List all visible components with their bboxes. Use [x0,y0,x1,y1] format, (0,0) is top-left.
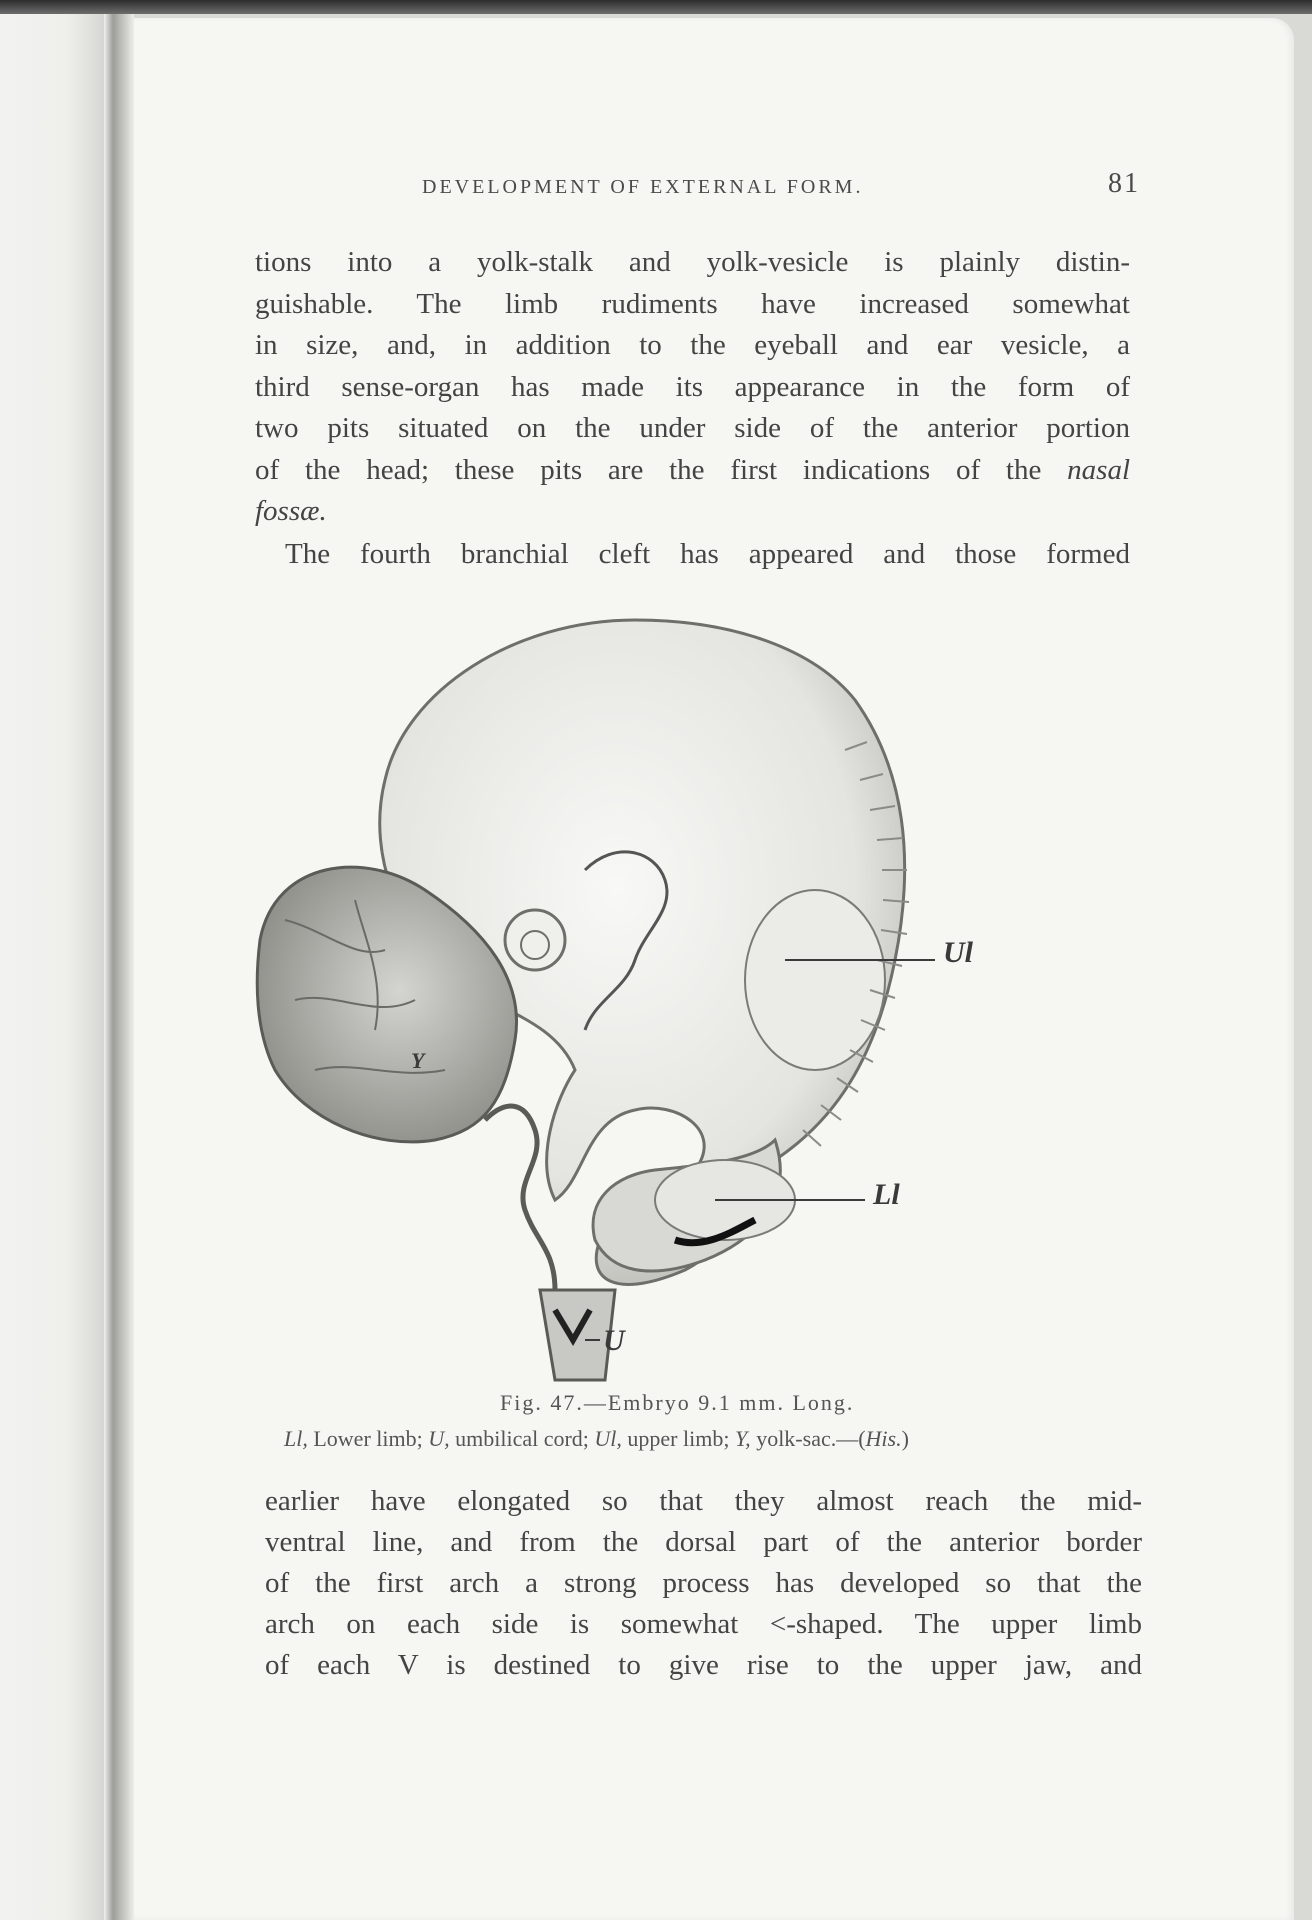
running-head [290,168,1140,208]
eye [505,910,565,970]
paragraph-3 [265,1481,1142,1686]
legend-text: upper limb; [621,1426,735,1451]
text-line: guishable. The limb rudiments have increased somewhat [255,287,1130,320]
text-line: of each V is destined to give rise to the upper jaw, and [265,1649,1142,1681]
paragraph-2 [255,534,1130,576]
text-line: The fourth branchial cleft has appeared and those formed [285,538,1130,570]
legend-text: yolk-sac.—( [750,1426,866,1451]
figure-caption-title: Fig. 47.—Embryo 9.1 mm. Long. [500,1390,855,1415]
book-gutter [104,14,134,1920]
legend-text: umbilical cord; [449,1426,595,1451]
label-upper-limb: Ul [943,936,973,969]
legend-key: Y, [734,1426,751,1451]
text-line: two pits situated on the under side of the anterior portion [255,412,1130,444]
legend-key: U, [428,1426,450,1451]
text-line: arch on each side is somewhat <-shaped. The upper limb [265,1608,1142,1640]
italic-term: fossæ. [255,495,327,527]
figure-caption-legend [284,1426,1164,1452]
upper-limb-bud [745,890,885,1070]
text-line: ventral line, and from the dorsal part of the anterior border [265,1526,1142,1558]
page-number: 81 [1108,168,1140,199]
italic-term: nasal [1067,453,1130,486]
text-line: earlier have elongated so that they almost reach the mid- [265,1485,1142,1517]
text-line: in size, and, in addition to the eyeball and ear vesicle, a [255,329,1130,361]
label-lower-limb: Ll [873,1178,900,1211]
paragraph-1 [255,242,1130,533]
text-line: tions into a yolk-stalk and yolk-vesicle is plainly distin- [255,246,1130,278]
embryo-illustration [255,600,1155,1390]
text-line-with-term [255,450,1130,492]
label-yolk-sac: Y [411,1048,425,1073]
legend-source: His. [865,1426,902,1451]
facing-page [0,14,120,1920]
label-umbilical: U [603,1324,625,1357]
text-line: of the first arch a strong process has developed so that the [265,1567,1142,1599]
yolk-stalk [485,1106,555,1290]
text-line [255,491,1130,533]
text-line: third sense-organ has made its appearance in the form of [255,370,1130,403]
legend-text: ) [901,1426,909,1451]
scan-edge [0,0,1312,14]
running-head-title: DEVELOPMENT OF EXTERNAL FORM. [422,176,864,198]
embryo-figure [255,600,1155,1390]
legend-key: Ll, [284,1426,308,1451]
text-line-body: of the head; these pits are the first indications of the [255,453,1042,486]
legend-text: Lower limb; [307,1426,429,1451]
legend-key: Ul, [594,1426,622,1451]
